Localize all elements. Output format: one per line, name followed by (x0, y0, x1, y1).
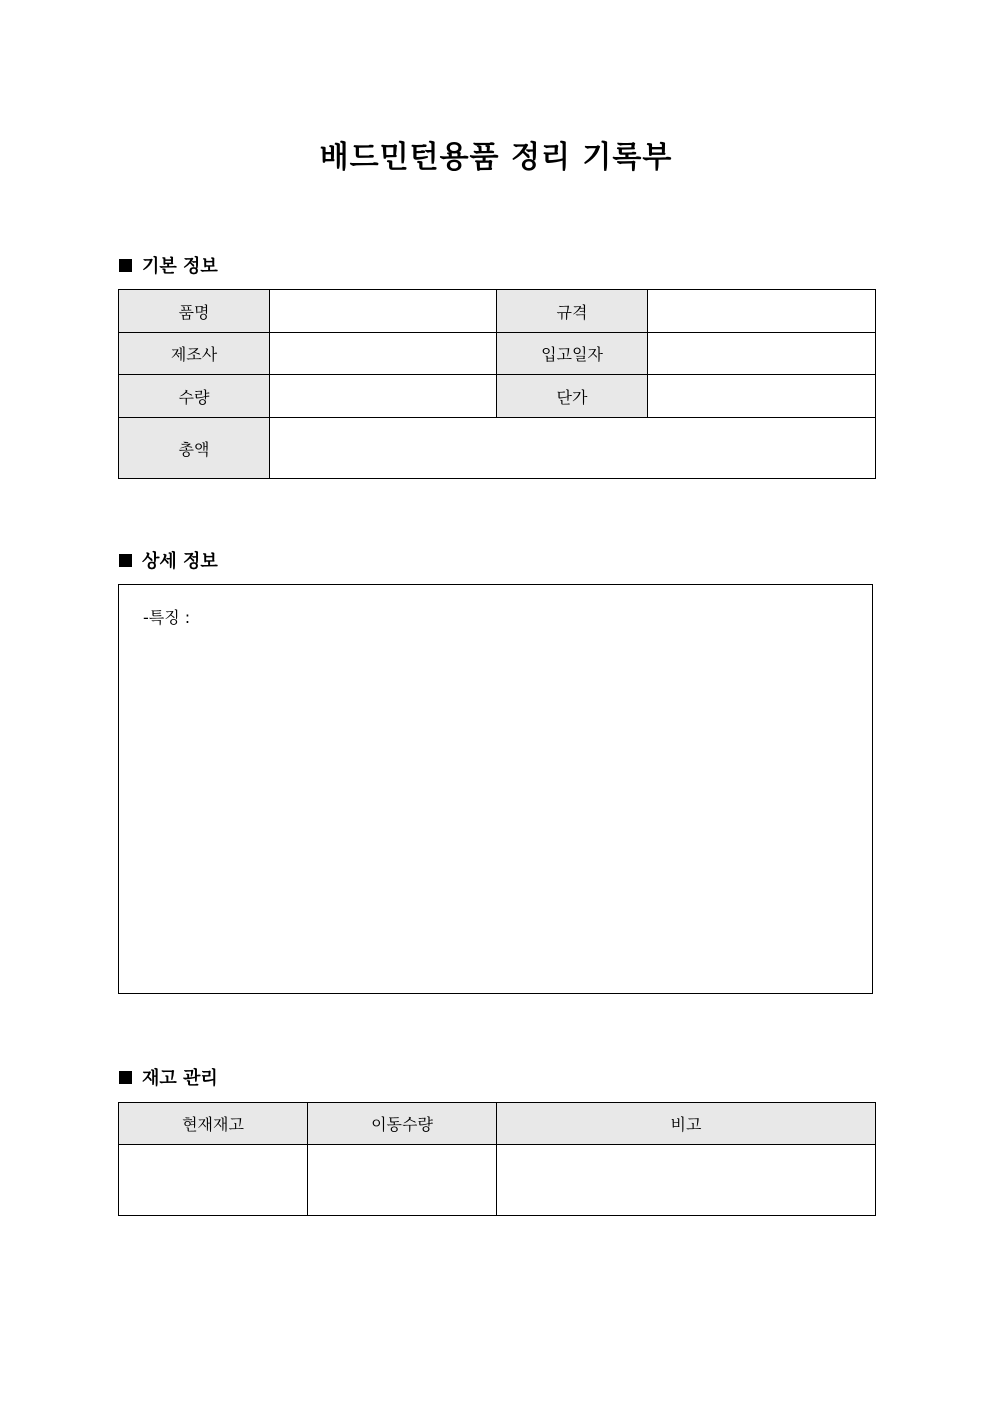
total-field[interactable] (270, 418, 876, 479)
manufacturer-label: 제조사 (119, 333, 270, 375)
inventory-heading-label: 재고 관리 (142, 1068, 218, 1089)
spec-field[interactable] (648, 290, 876, 333)
item-name-field[interactable] (270, 290, 497, 333)
square-bullet-icon (119, 1071, 132, 1084)
detail-info-heading (119, 548, 218, 572)
basic-info-table (118, 289, 876, 479)
spec-label: 규격 (497, 290, 648, 333)
table-row (119, 418, 876, 479)
remarks-field[interactable] (497, 1145, 876, 1216)
unit-price-label: 단가 (497, 375, 648, 418)
total-label: 총액 (119, 418, 270, 479)
inventory-heading (119, 1065, 218, 1089)
square-bullet-icon (119, 259, 132, 272)
inventory-table (118, 1102, 876, 1216)
remarks-header: 비고 (497, 1103, 876, 1145)
detail-info-box[interactable] (118, 584, 873, 994)
table-row (119, 290, 876, 333)
table-row (119, 375, 876, 418)
arrival-date-label: 입고일자 (497, 333, 648, 375)
quantity-field[interactable] (270, 375, 497, 418)
current-stock-field[interactable] (119, 1145, 308, 1216)
current-stock-header: 현재재고 (119, 1103, 308, 1145)
arrival-date-field[interactable] (648, 333, 876, 375)
table-header-row (119, 1103, 876, 1145)
page-title: 배드민턴용품 정리 기록부 (319, 140, 673, 175)
quantity-label: 수량 (119, 375, 270, 418)
moved-quantity-header: 이동수량 (308, 1103, 497, 1145)
square-bullet-icon (119, 554, 132, 567)
basic-info-heading (119, 253, 218, 277)
feature-label: -특징 : (143, 608, 191, 627)
moved-quantity-field[interactable] (308, 1145, 497, 1216)
table-row (119, 1145, 876, 1216)
item-name-label: 품명 (119, 290, 270, 333)
manufacturer-field[interactable] (270, 333, 497, 375)
table-row (119, 333, 876, 375)
unit-price-field[interactable] (648, 375, 876, 418)
detail-info-heading-label: 상세 정보 (142, 551, 218, 572)
basic-info-heading-label: 기본 정보 (142, 256, 218, 277)
